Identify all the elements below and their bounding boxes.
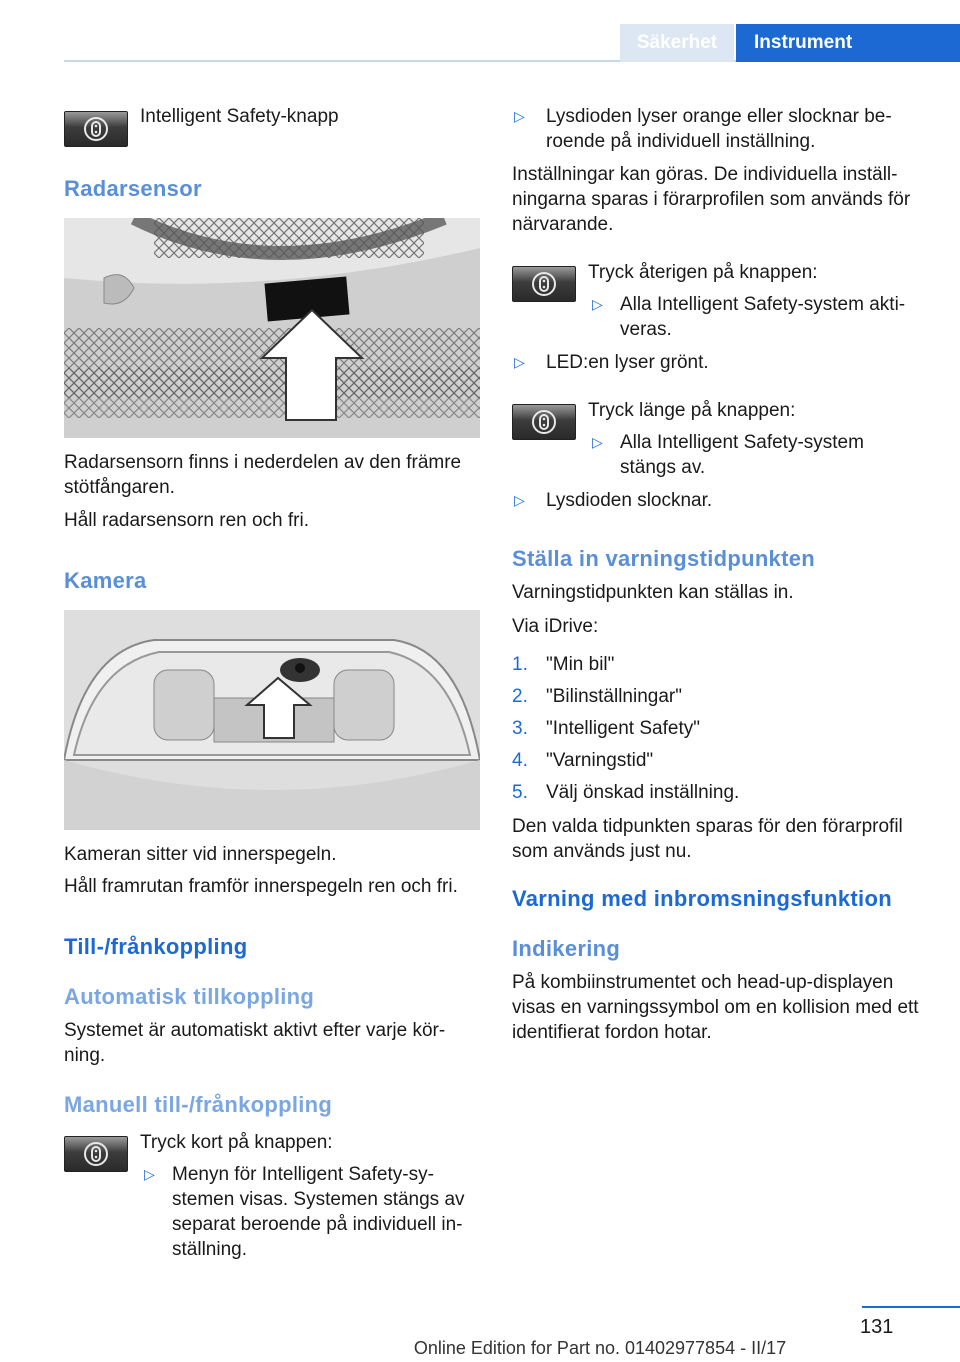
camera-text-1: Kameran sitter vid innerspegeln.	[64, 844, 337, 865]
radar-heading: Radarsensor	[64, 176, 202, 201]
press-long-text: Tryck länge på knappen:	[588, 400, 796, 421]
press-long-bullet: Alla Intelligent Safety-system stängs av.	[620, 432, 864, 478]
radar-text-2: Håll radarsensorn ren och fri.	[64, 510, 309, 531]
button-caption: Intelligent Safety-knapp	[140, 106, 339, 127]
press-again-bullet: Alla Intelligent Safety-system aktiveras.	[620, 294, 906, 340]
manual-bullet-text: Menyn för Intelligent Safety-systemen visas. Systemen stängs av separat beroende på individuell inställning.	[172, 1164, 465, 1260]
list-item: 4. "Varningstid"	[512, 750, 654, 771]
manual-press-text: Tryck kort på knappen:	[140, 1132, 333, 1153]
manual-heading: Manuell till-/frånkoppling	[64, 1092, 333, 1117]
brake-warning-heading: Varning med inbromsningsfunktion	[512, 886, 892, 911]
radar-text-1: Radarsensorn finns i nederdelen av den främre stötfångaren.	[64, 452, 462, 498]
list-item: 3. "Intelligent Safety"	[512, 718, 700, 739]
bullet-triangle-icon: ▷	[514, 108, 525, 124]
page-number: 131	[860, 1316, 894, 1338]
bullet-triangle-icon: ▷	[144, 1166, 155, 1182]
settings-text: Inställningar kan göras. De individuella inställningarna sparas i förarprofilen som används för närvarande.	[512, 164, 911, 235]
warning-time-heading: Ställa in varningstidpunkten	[512, 546, 815, 571]
list-item: 5. Välj önskad inställning.	[512, 782, 740, 803]
edition-note: Online Edition for Part no. 01402977854 - II/17	[413, 1338, 787, 1358]
indication-heading: Indikering	[512, 936, 621, 961]
bullet-triangle-icon: ▷	[514, 492, 525, 508]
bullet-triangle-icon: ▷	[592, 296, 603, 312]
footer-rule	[862, 1306, 960, 1308]
section-tab[interactable]: Säkerhet	[620, 24, 734, 62]
led-green-text: LED:en lyser grönt.	[546, 352, 709, 373]
intelligent-safety-button-icon	[512, 266, 576, 302]
chapter-tab[interactable]: Instrument	[736, 24, 960, 62]
camera-text-2: Håll framrutan framför innerspegeln ren och fri.	[64, 876, 458, 897]
intelligent-safety-button-icon	[64, 111, 128, 147]
radar-sensor-photo	[64, 218, 480, 438]
bullet-triangle-icon: ▷	[514, 354, 525, 370]
led-off-text: Lysdioden slocknar.	[546, 490, 713, 511]
auto-heading: Automatisk tillkoppling	[64, 984, 315, 1009]
saved-text: Den valda tidpunkten sparas för den förarprofil som används just nu.	[512, 816, 903, 862]
onoff-heading: Till-/frånkoppling	[64, 934, 248, 959]
indication-text: På kombiinstrumentet och head-up-displayen visas en varningssymbol om en kollision med ett identifierat fordon hotar.	[512, 972, 919, 1043]
press-again-text: Tryck återigen på knappen:	[588, 262, 818, 283]
camera-photo	[64, 610, 480, 830]
idrive-text: Via iDrive:	[512, 616, 599, 637]
warning-time-text: Varningstidpunkten kan ställas in.	[512, 582, 794, 603]
camera-heading: Kamera	[64, 568, 147, 593]
list-item: 2. "Bilinställningar"	[512, 686, 682, 707]
intelligent-safety-button-icon	[512, 404, 576, 440]
auto-text: Systemet är automatiskt aktivt efter varje körning.	[64, 1020, 446, 1066]
idrive-steps-list	[512, 652, 928, 812]
bullet-top-text: Lysdioden lyser orange eller slocknar beroende på individuell inställning.	[546, 106, 892, 152]
bullet-triangle-icon: ▷	[592, 434, 603, 450]
intelligent-safety-button-icon	[64, 1136, 128, 1172]
list-item: 1. "Min bil"	[512, 654, 615, 675]
